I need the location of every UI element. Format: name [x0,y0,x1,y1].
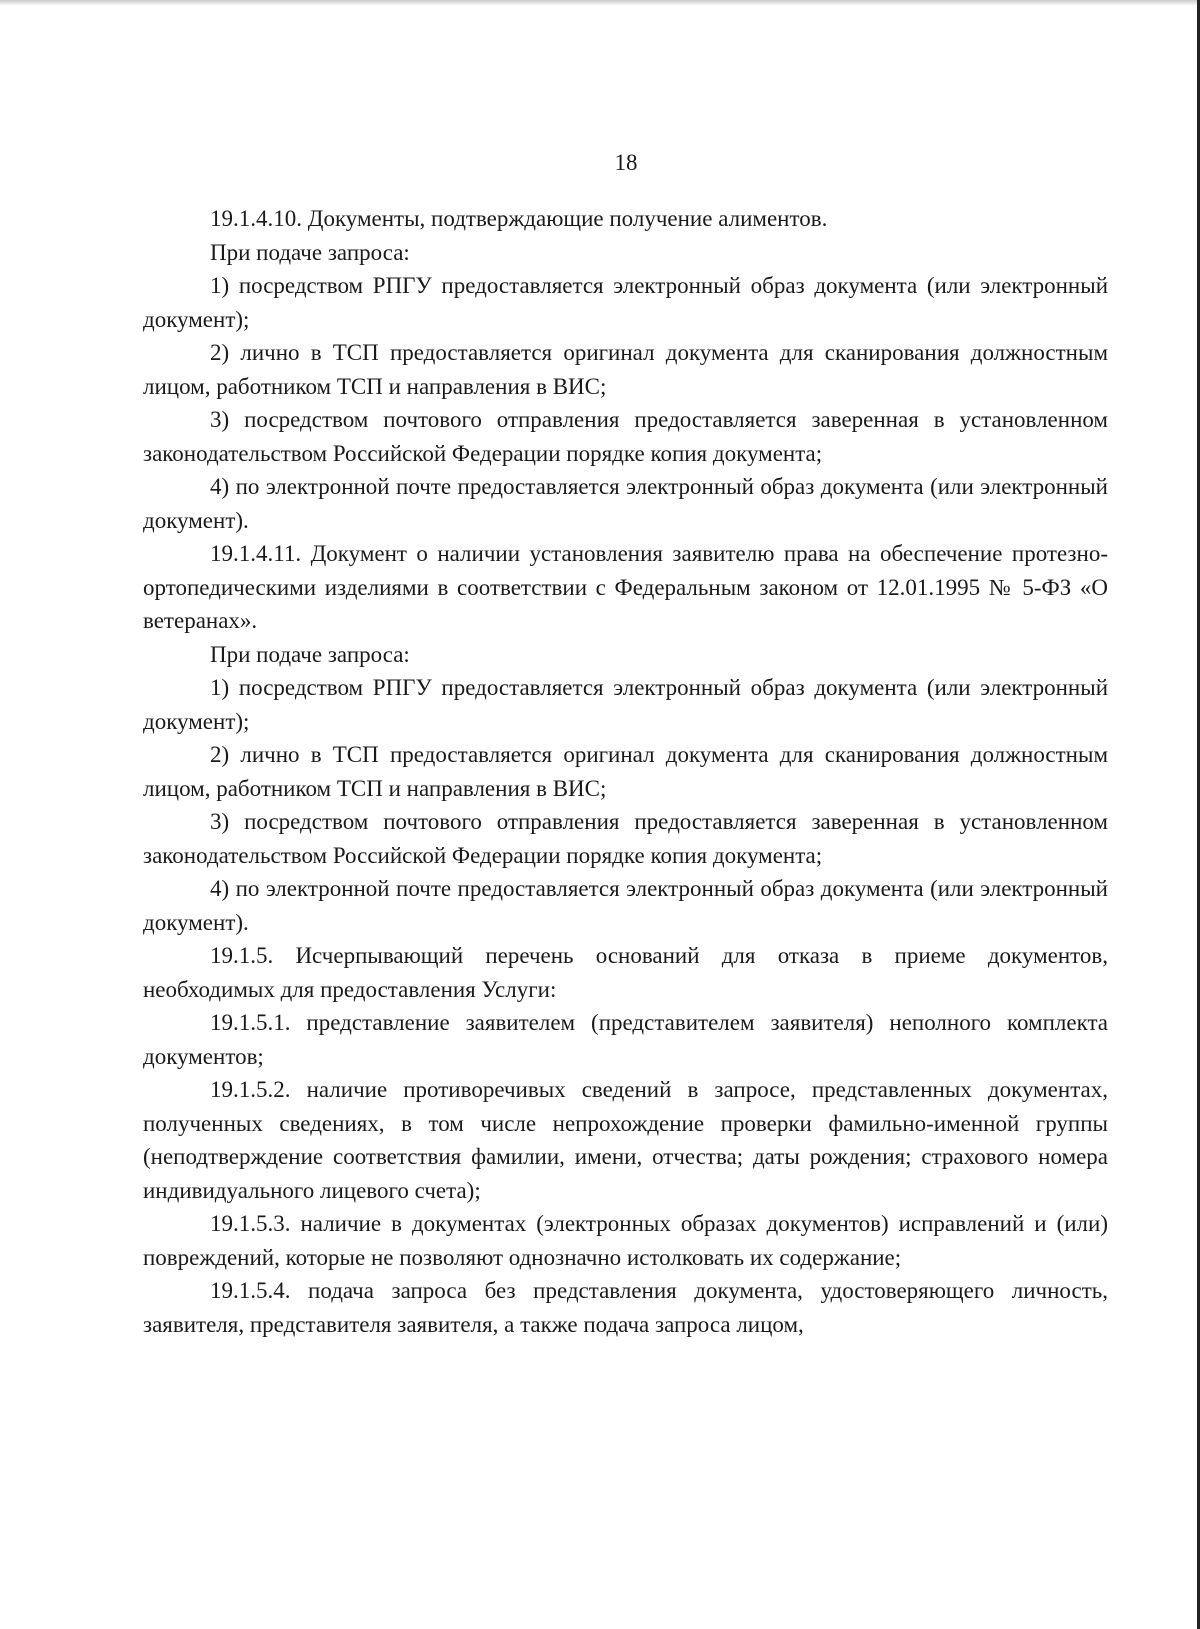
paragraph-item-1: 1) посредством РПГУ предоставляется электронный образ документа (или электронный документ); [143,273,1108,332]
paragraph-item-4: 4) по электронной почте предоставляется электронный образ документа (или электронный документ). [143,876,1108,935]
paragraph-item-4: 4) по электронной почте предоставляется электронный образ документа (или электронный документ). [143,474,1108,533]
paragraph-19-1-5-3: 19.1.5.3. наличие в документах (электронных образах документов) исправлений и (или) повреждений, которые не позволяют однозначно истолковать их содержание; [143,1211,1108,1270]
paragraph-item-2: 2) лично в ТСП предоставляется оригинал документа для сканирования должностным лицом, работником ТСП и направления в ВИС; [143,742,1108,801]
paragraph-19-1-4-10: 19.1.4.10. Документы, подтверждающие получение алиментов. [210,206,828,231]
paragraph-19-1-5: 19.1.5. Исчерпывающий перечень оснований для отказа в приеме документов, необходимых для предоставления Услуги: [143,943,1108,1002]
document-body [143,202,1108,1341]
paragraph-item-2: 2) лично в ТСП предоставляется оригинал документа для сканирования должностным лицом, работником ТСП и направления в ВИС; [143,340,1108,399]
page-number: 18 [614,150,638,175]
paragraph-request-intro: При подаче запроса: [210,239,410,265]
paragraph-19-1-5-1: 19.1.5.1. представление заявителем (представителем заявителя) неполного комплекта документов; [143,1010,1108,1069]
paragraph-19-1-5-4: 19.1.5.4. подача запроса без представления документа, удостоверяющего личность, заявителя, представителя заявителя, а также подача запроса лицом, [143,1278,1108,1337]
paragraph-item-1: 1) посредством РПГУ предоставляется электронный образ документа (или электронный документ); [143,675,1108,734]
paragraph-19-1-4-11: 19.1.4.11. Документ о наличии установления заявителю права на обеспечение протезно-ортопедическими изделиями в соответствии с Федеральным законом от 12.01.1995 № 5-ФЗ «О ветеранах». [143,541,1108,633]
paragraph-item-3: 3) посредством почтового отправления предоставляется заверенная в установленном законодательством Российской Федерации порядке копия документа; [143,407,1108,466]
paragraph-19-1-5-2: 19.1.5.2. наличие противоречивых сведений в запросе, представленных документах, полученных сведениях, в том числе непрохождение проверки фамильно-именной группы (неподтверждение соответствия фамилии, имени, отчества; даты рождения; страхового номера индивидуального лицевого счета); [143,1077,1108,1203]
paragraph-item-3: 3) посредством почтового отправления предоставляется заверенная в установленном законодательством Российской Федерации порядке копия документа; [143,809,1108,868]
scan-edge-top [0,0,1200,6]
paragraph-request-intro: При подаче запроса: [210,641,410,667]
